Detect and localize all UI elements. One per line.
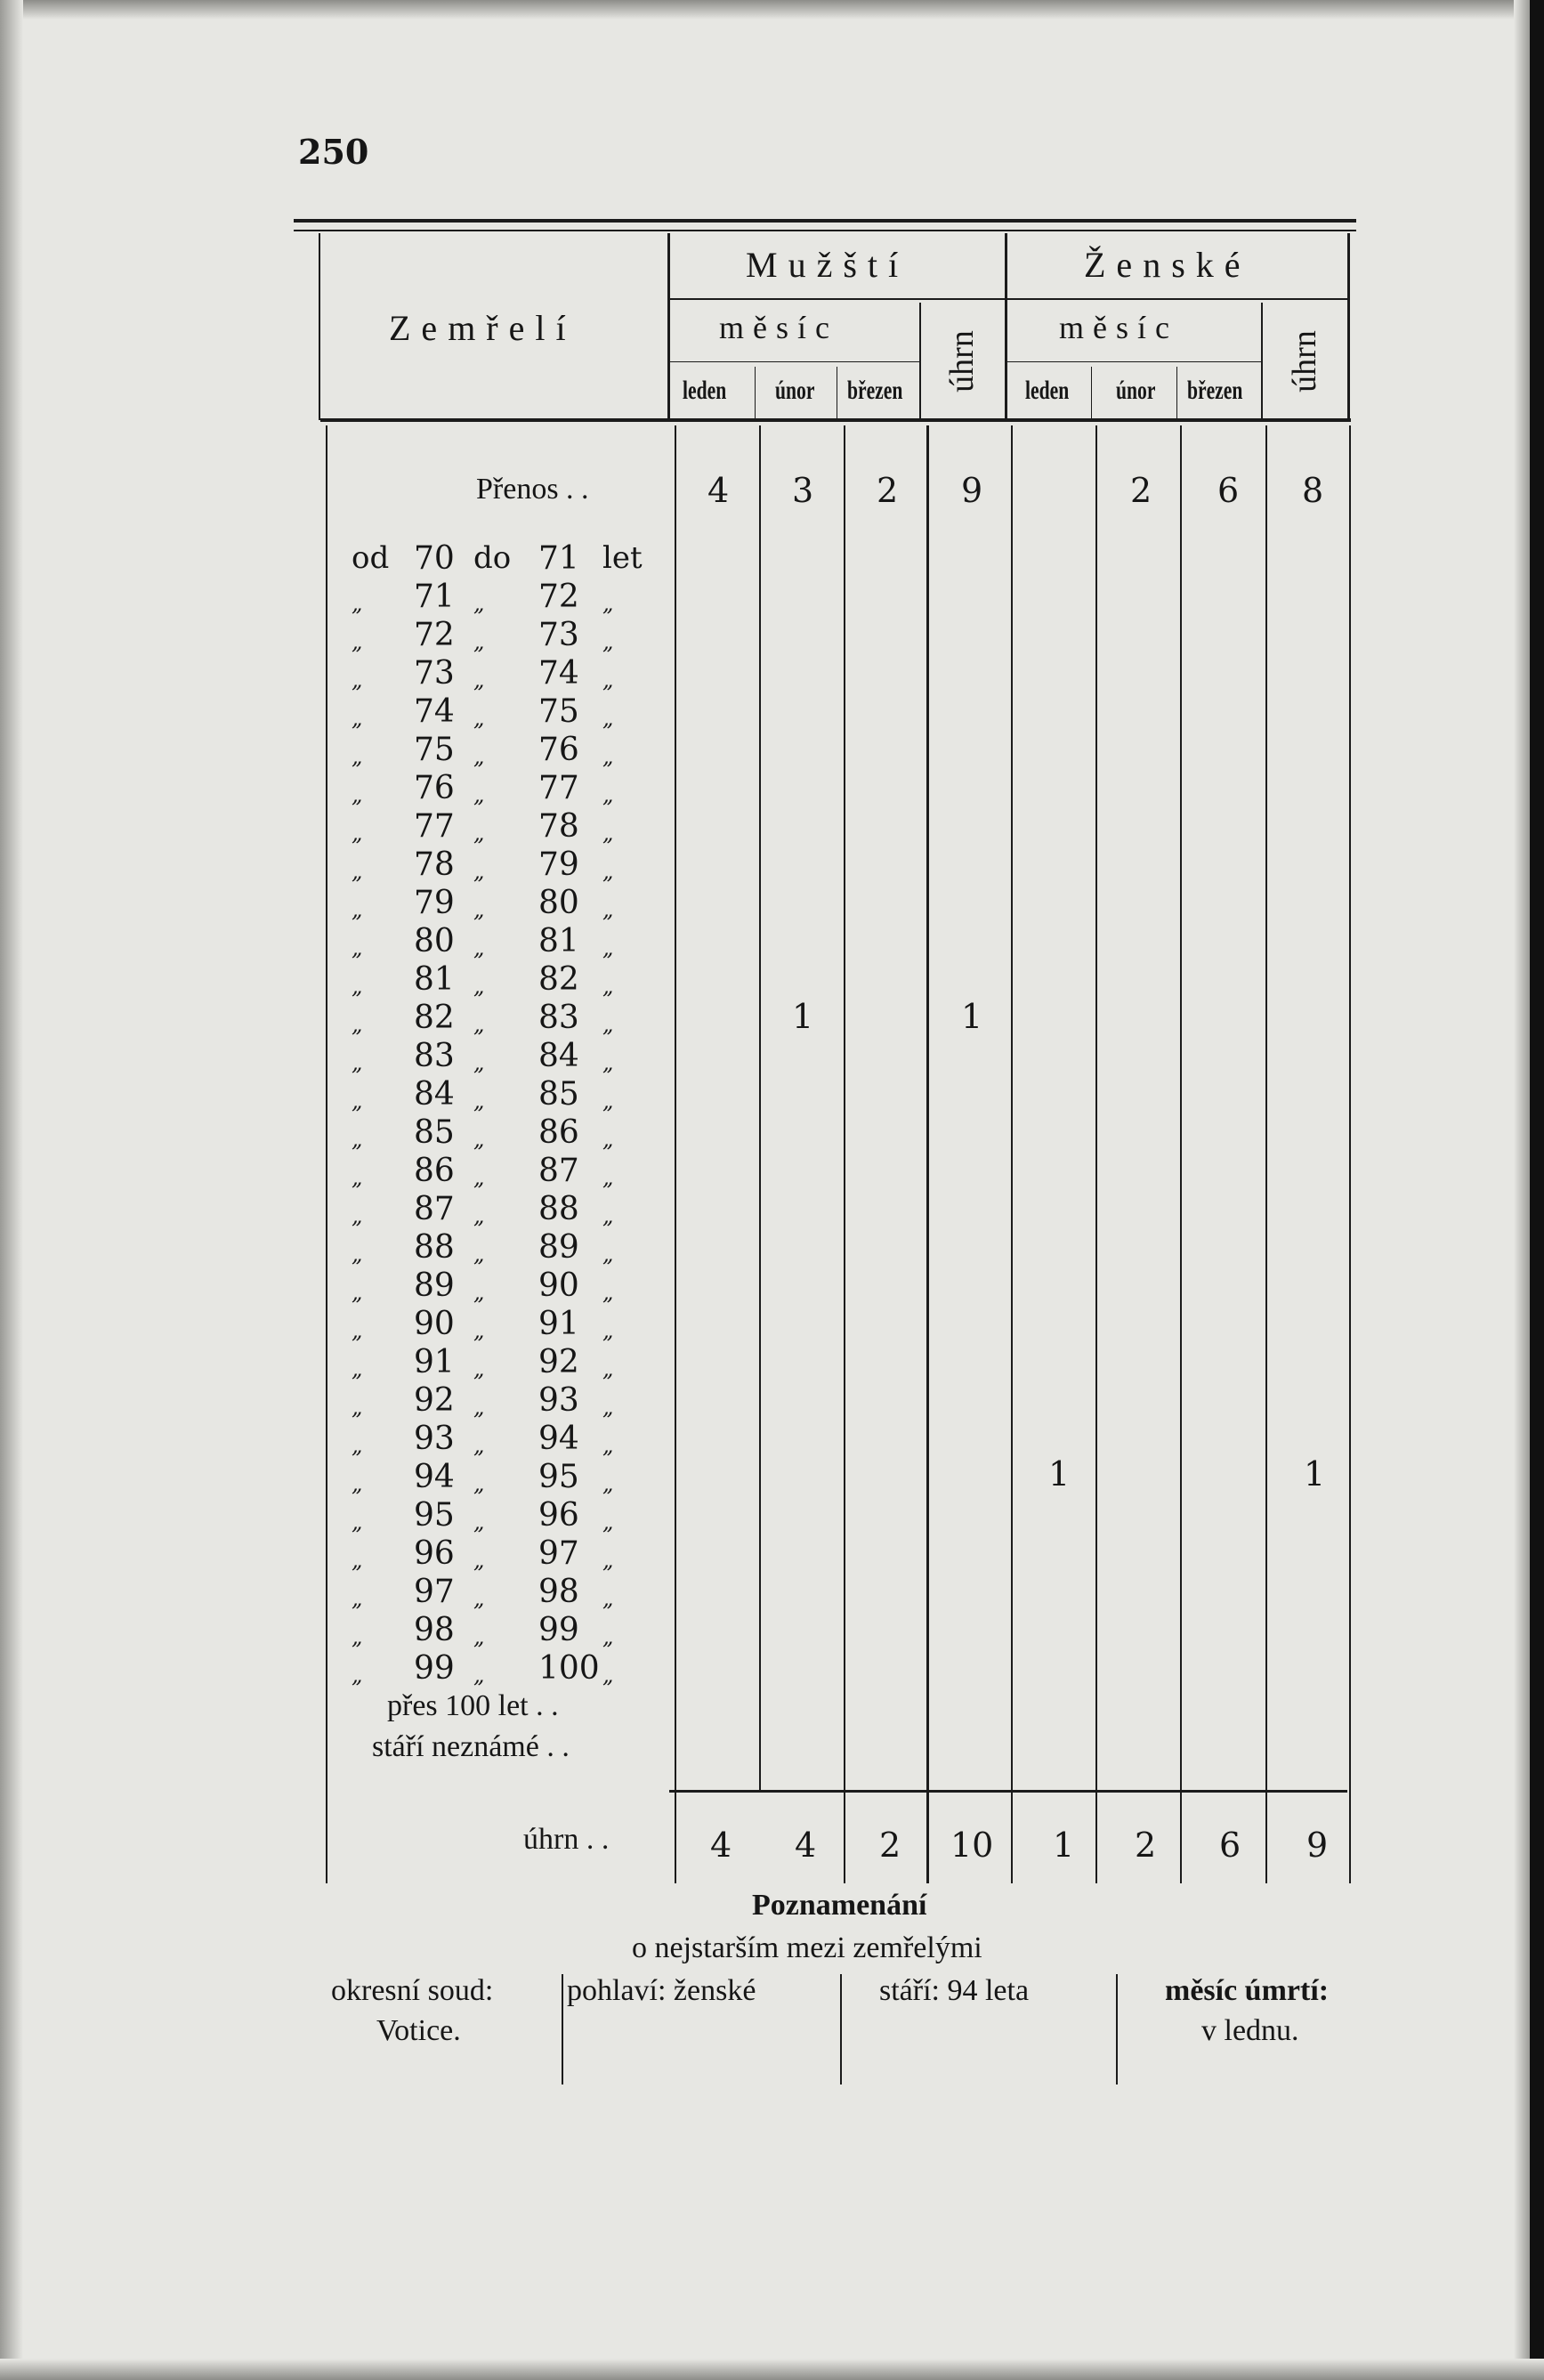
age-row-from: 73	[414, 655, 455, 692]
age-row-unit: „	[602, 1203, 614, 1228]
age-row-to: 99	[538, 1612, 579, 1648]
age-row	[352, 1497, 645, 1535]
total-cell: 2	[879, 1825, 901, 1865]
vline-header-m1	[755, 367, 756, 420]
age-row-from: 74	[414, 693, 455, 730]
age-row-to: 77	[538, 770, 579, 806]
total-rule	[669, 1790, 1347, 1793]
age-row-prefix: „	[352, 935, 363, 960]
age-row-from: 71	[414, 579, 455, 615]
age-row	[352, 579, 645, 617]
age-row-separator: „	[473, 1165, 485, 1190]
age-row-to: 78	[538, 808, 579, 845]
age-row-prefix: „	[352, 1356, 363, 1381]
note-subtitle: o nejstarším mezi zemřelými	[632, 1931, 982, 1964]
carry-cell: 3	[792, 471, 814, 510]
age-row	[352, 540, 645, 579]
age-row-prefix: „	[352, 629, 363, 654]
age-row-to: 88	[538, 1191, 579, 1227]
total-cell: 4	[795, 1825, 817, 1865]
age-row-from: 87	[414, 1191, 455, 1227]
age-row-separator: „	[473, 782, 485, 807]
age-row-prefix: „	[352, 744, 363, 769]
age-row	[352, 1650, 645, 1688]
total-cell: 10	[950, 1825, 994, 1865]
age-row-to: 73	[538, 617, 579, 653]
age-row-to: 82	[538, 961, 579, 998]
carry-cell: 8	[1302, 471, 1324, 510]
age-row-to: 86	[538, 1114, 579, 1151]
age-row-unit: „	[602, 1586, 614, 1611]
vline-col-8	[1265, 425, 1267, 1883]
male-group-header: Mužští	[746, 245, 909, 285]
age-row-prefix: „	[352, 1548, 363, 1573]
age-row-unit: „	[602, 1624, 614, 1649]
age-row-unit: „	[602, 1127, 614, 1152]
age-row-from: 76	[414, 770, 455, 806]
age-row-from: 99	[414, 1650, 455, 1687]
age-row-prefix: „	[352, 974, 363, 999]
total-cell: 6	[1219, 1825, 1241, 1865]
age-row-unit: „	[602, 935, 614, 960]
cell-82-83-unor: 1	[792, 997, 814, 1036]
scan-edge-right-shadow	[1514, 0, 1530, 2380]
age-row-to: 98	[538, 1574, 579, 1610]
age-row-to: 76	[538, 732, 579, 768]
scan-edge-bottom	[0, 2359, 1544, 2380]
note-divider-2	[840, 1974, 842, 2085]
age-row-separator: „	[473, 1548, 485, 1573]
scan-edge-left	[0, 0, 23, 2380]
age-row-unit: „	[602, 974, 614, 999]
age-row-unit: „	[602, 629, 614, 654]
age-row-to: 75	[538, 693, 579, 730]
age-row	[352, 1344, 645, 1382]
age-row-from: 98	[414, 1612, 455, 1648]
total-cell: 2	[1135, 1825, 1157, 1865]
age-row-prefix: „	[352, 1089, 363, 1113]
female-group-header: Ženské	[1084, 245, 1251, 285]
vline-header-right	[1347, 233, 1350, 420]
age-row-separator: „	[473, 1395, 485, 1420]
age-row-unit: „	[602, 706, 614, 731]
age-row-prefix: „	[352, 821, 363, 846]
age-row-prefix: „	[352, 1395, 363, 1420]
age-row-prefix: „	[352, 1242, 363, 1267]
age-row-prefix: „	[352, 1280, 363, 1305]
female-month-header: měsíc	[1059, 310, 1178, 345]
age-row-unit: „	[602, 1012, 614, 1037]
month-divider-male	[669, 361, 920, 362]
row-label-header: Zemřelí	[389, 308, 577, 348]
age-row	[352, 1000, 645, 1038]
female-month-unor: únor	[1116, 376, 1156, 405]
age-row-unit: „	[602, 1318, 614, 1343]
age-row-unit: „	[602, 1089, 614, 1113]
female-month-leden: leden	[1025, 376, 1070, 405]
age-row-separator: „	[473, 668, 485, 692]
age-row-to: 87	[538, 1153, 579, 1189]
age-row-prefix: „	[352, 1471, 363, 1496]
age-row-unit: „	[602, 821, 614, 846]
age-row-prefix: „	[352, 859, 363, 884]
vline-col-3	[844, 425, 845, 1883]
age-row-separator: „	[473, 1242, 485, 1267]
age-row-unit: „	[602, 1356, 614, 1381]
age-row	[352, 1574, 645, 1612]
age-row	[352, 1306, 645, 1344]
vline-col-5	[1011, 425, 1013, 1883]
note-sex: pohlaví: ženské	[567, 1974, 756, 2007]
male-month-leden: leden	[683, 376, 727, 405]
age-row-unit: „	[602, 1165, 614, 1190]
age-row-to: 72	[538, 579, 579, 615]
age-row-unit: „	[602, 1280, 614, 1305]
age-row	[352, 808, 645, 846]
age-row	[352, 1382, 645, 1421]
age-row-to: 94	[538, 1421, 579, 1457]
age-row-to: 93	[538, 1382, 579, 1419]
carry-cell: 9	[961, 471, 983, 510]
total-row-label: úhrn . .	[523, 1823, 610, 1856]
age-row-separator: „	[473, 935, 485, 960]
over-100-label: přes 100 let . .	[387, 1689, 559, 1722]
vline-left-body	[326, 425, 327, 1883]
age-row-separator: „	[473, 1050, 485, 1075]
age-row-unit: „	[602, 1663, 614, 1688]
age-row-to: 92	[538, 1344, 579, 1380]
age-row-from: 93	[414, 1421, 455, 1457]
age-row-from: 89	[414, 1267, 455, 1304]
age-row-separator: „	[473, 974, 485, 999]
age-row-separator: „	[473, 1012, 485, 1037]
month-divider-female	[1007, 361, 1261, 362]
age-row-to: 74	[538, 655, 579, 692]
age-row-prefix: „	[352, 1012, 363, 1037]
age-row-from: 83	[414, 1038, 455, 1074]
age-row	[352, 1267, 645, 1306]
age-row-to: 71	[538, 540, 579, 577]
age-row-prefix: „	[352, 706, 363, 731]
age-row-prefix: „	[352, 1586, 363, 1611]
age-row-unit: „	[602, 782, 614, 807]
age-row-from: 86	[414, 1153, 455, 1189]
vline-col-1	[675, 425, 676, 1883]
vline-header-f1	[1091, 367, 1092, 420]
age-row	[352, 1459, 645, 1497]
carry-cell: 2	[1130, 471, 1152, 510]
age-row	[352, 1038, 645, 1076]
age-row-to: 85	[538, 1076, 579, 1113]
age-row-prefix: „	[352, 1510, 363, 1534]
carry-cell: 2	[877, 471, 899, 510]
vline-header-f2	[1176, 367, 1177, 420]
age-row-from: 72	[414, 617, 455, 653]
page-number: 250	[298, 132, 369, 172]
age-row-unit: „	[602, 897, 614, 922]
age-row-separator: „	[473, 706, 485, 731]
age-row-to: 80	[538, 885, 579, 921]
age-row-separator: „	[473, 629, 485, 654]
age-row-separator: „	[473, 1318, 485, 1343]
age-row-separator: „	[473, 1356, 485, 1381]
age-row-separator: „	[473, 1127, 485, 1152]
age-row-separator: „	[473, 591, 485, 616]
age-row-unit: let	[602, 540, 643, 576]
note-age: stáří: 94 leta	[879, 1974, 1030, 2007]
carry-row-label: Přenos . .	[476, 473, 589, 506]
cell-94-95-female-total: 1	[1304, 1454, 1326, 1494]
age-row	[352, 1229, 645, 1267]
age-row-from: 85	[414, 1114, 455, 1151]
age-row-unit: „	[602, 591, 614, 616]
female-month-brezen: březen	[1187, 376, 1243, 405]
vline-col-4	[926, 425, 929, 1883]
age-row-prefix: „	[352, 1318, 363, 1343]
age-row-prefix: od	[352, 540, 390, 576]
age-row-from: 94	[414, 1459, 455, 1495]
carry-cell: 4	[707, 471, 730, 510]
age-row-prefix: „	[352, 1624, 363, 1649]
vline-header-label	[667, 233, 670, 420]
age-row-unit: „	[602, 1510, 614, 1534]
age-row-separator: „	[473, 1586, 485, 1611]
age-row	[352, 617, 645, 655]
age-row-to: 96	[538, 1497, 579, 1534]
vline-col-2	[759, 425, 761, 1791]
age-row-prefix: „	[352, 591, 363, 616]
age-row	[352, 846, 645, 885]
age-row-to: 91	[538, 1306, 579, 1342]
age-row-from: 78	[414, 846, 455, 883]
female-total-header: úhrn	[1286, 330, 1323, 393]
age-row	[352, 885, 645, 923]
age-row	[352, 1612, 645, 1650]
note-divider-1	[562, 1974, 563, 2085]
age-row-from: 90	[414, 1306, 455, 1342]
age-row-to: 89	[538, 1229, 579, 1266]
age-row-prefix: „	[352, 1165, 363, 1190]
age-row-separator: „	[473, 1510, 485, 1534]
age-row-unit: „	[602, 1548, 614, 1573]
age-row-to: 95	[538, 1459, 579, 1495]
age-row-from: 70	[414, 540, 455, 577]
age-row	[352, 1114, 645, 1153]
age-row-unit: „	[602, 668, 614, 692]
scan-edge-right	[1530, 0, 1544, 2380]
age-row-unit: „	[602, 1050, 614, 1075]
age-row-separator: „	[473, 1089, 485, 1113]
header-divider-male	[669, 298, 1006, 300]
age-row-from: 91	[414, 1344, 455, 1380]
age-row	[352, 961, 645, 1000]
age-row	[352, 1421, 645, 1459]
age-row	[352, 1191, 645, 1229]
age-row-separator: do	[473, 540, 512, 576]
age-row-from: 88	[414, 1229, 455, 1266]
vline-left-header	[319, 233, 320, 420]
age-row-prefix: „	[352, 668, 363, 692]
header-bottom-rule	[320, 418, 1351, 422]
age-row-unit: „	[602, 744, 614, 769]
age-row	[352, 693, 645, 732]
vline-col-7	[1180, 425, 1182, 1883]
header-divider-female	[1007, 298, 1349, 300]
age-row-to: 84	[538, 1038, 579, 1074]
vline-header-female-total	[1261, 303, 1263, 420]
age-row-from: 77	[414, 808, 455, 845]
age-row-prefix: „	[352, 1203, 363, 1228]
note-month-label: měsíc úmrtí:	[1165, 1974, 1330, 2007]
age-row	[352, 1076, 645, 1114]
scan-edge-top	[0, 0, 1544, 20]
age-row-to: 97	[538, 1535, 579, 1572]
top-rule-thin	[294, 230, 1356, 231]
age-row-separator: „	[473, 897, 485, 922]
age-row-from: 84	[414, 1076, 455, 1113]
age-row-prefix: „	[352, 782, 363, 807]
age-row-prefix: „	[352, 1433, 363, 1458]
age-row-from: 80	[414, 923, 455, 959]
age-row-to: 100	[538, 1650, 600, 1687]
male-month-header: měsíc	[719, 310, 838, 345]
age-row	[352, 770, 645, 808]
cell-94-95-female-leden: 1	[1048, 1454, 1071, 1494]
age-row-separator: „	[473, 821, 485, 846]
age-row-prefix: „	[352, 1050, 363, 1075]
age-row-to: 79	[538, 846, 579, 883]
age-row-separator: „	[473, 744, 485, 769]
unknown-age-label: stáří neznámé . .	[372, 1730, 570, 1763]
age-row-separator: „	[473, 859, 485, 884]
vline-header-mid	[1005, 233, 1007, 420]
top-rule	[294, 219, 1356, 223]
age-row-unit: „	[602, 859, 614, 884]
male-month-unor: únor	[775, 376, 815, 405]
age-row-separator: „	[473, 1433, 485, 1458]
age-row-unit: „	[602, 1242, 614, 1267]
age-row-to: 90	[538, 1267, 579, 1304]
age-row-to: 83	[538, 1000, 579, 1036]
cell-82-83-male-total: 1	[961, 997, 983, 1036]
male-month-brezen: březen	[847, 376, 903, 405]
age-row-from: 75	[414, 732, 455, 768]
age-row-from: 96	[414, 1535, 455, 1572]
age-row	[352, 1535, 645, 1574]
age-row-to: 81	[538, 923, 579, 959]
carry-cell: 6	[1217, 471, 1240, 510]
note-divider-3	[1116, 1974, 1118, 2085]
vline-col-6	[1095, 425, 1097, 1883]
age-row-separator: „	[473, 1663, 485, 1688]
age-row-from: 81	[414, 961, 455, 998]
age-row-separator: „	[473, 1280, 485, 1305]
age-row-unit: „	[602, 1433, 614, 1458]
age-row-from: 92	[414, 1382, 455, 1419]
age-row-prefix: „	[352, 1663, 363, 1688]
age-row-prefix: „	[352, 897, 363, 922]
age-row-from: 97	[414, 1574, 455, 1610]
age-row	[352, 655, 645, 693]
total-cell: 9	[1306, 1825, 1329, 1865]
age-row-from: 79	[414, 885, 455, 921]
male-total-header: úhrn	[943, 330, 981, 393]
age-row-from: 82	[414, 1000, 455, 1036]
age-row-unit: „	[602, 1395, 614, 1420]
age-row-prefix: „	[352, 1127, 363, 1152]
age-row	[352, 923, 645, 961]
age-row-separator: „	[473, 1203, 485, 1228]
vline-col-9	[1349, 425, 1351, 1883]
total-cell: 4	[710, 1825, 732, 1865]
age-row-unit: „	[602, 1471, 614, 1496]
note-court-label: okresní soud:	[331, 1974, 494, 2007]
note-month-value: v lednu.	[1201, 2014, 1299, 2047]
total-cell: 1	[1053, 1825, 1075, 1865]
note-court-value: Votice.	[376, 2014, 461, 2047]
age-row-separator: „	[473, 1471, 485, 1496]
note-title: Poznamenání	[752, 1889, 927, 1922]
age-row-separator: „	[473, 1624, 485, 1649]
age-row-from: 95	[414, 1497, 455, 1534]
age-row	[352, 1153, 645, 1191]
age-row	[352, 732, 645, 770]
vline-header-male-total	[919, 303, 921, 420]
